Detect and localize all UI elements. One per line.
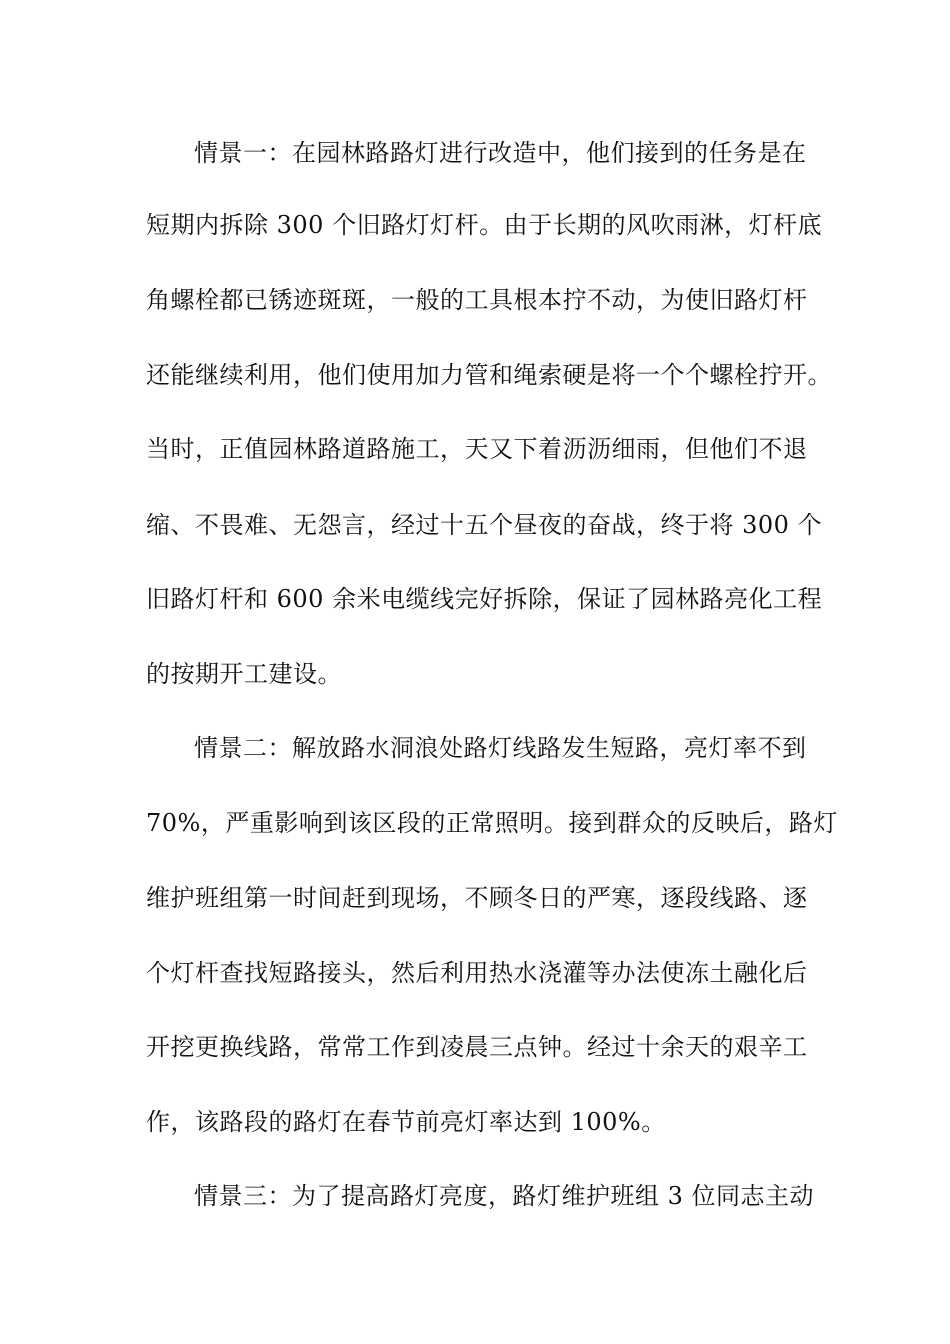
paragraph-1-line-7: 旧路灯杆和 600 余米电缆线完好拆除，保证了园林路亮化工程 (146, 585, 823, 613)
paragraph-1-line-6: 缩、不畏难、无怨言，经过十五个昼夜的奋战，终于将 300 个 (146, 511, 823, 539)
paragraph-3-line-1: 情景三：为了提高路灯亮度，路灯维护班组 3 位同志主动 (194, 1182, 815, 1210)
paragraph-2-line-6: 作，该路段的路灯在春节前亮灯率达到 100%。 (146, 1108, 666, 1136)
paragraph-2-line-1: 情景二：解放路水洞浪处路灯线路发生短路，亮灯率不到 (194, 734, 807, 762)
paragraph-1-line-8: 的按期开工建设。 (146, 660, 342, 688)
paragraph-1-line-2: 短期内拆除 300 个旧路灯灯杆。由于长期的风吹雨淋，灯杆底 (146, 211, 823, 239)
paragraph-1-line-1: 情景一：在园林路路灯进行改造中，他们接到的任务是在 (194, 139, 807, 167)
paragraph-2-line-2: 70%，严重影响到该区段的正常照明。接到群众的反映后，路灯 (146, 809, 838, 837)
paragraph-1-line-5: 当时，正值园林路道路施工，天又下着沥沥细雨，但他们不退 (146, 435, 808, 463)
paragraph-1-line-4: 还能继续利用，他们使用加力管和绳索硬是将一个个螺栓拧开。 (146, 361, 832, 389)
paragraph-2-line-3: 维护班组第一时间赶到现场，不顾冬日的严寒，逐段线路、逐 (146, 884, 808, 912)
paragraph-2-line-4: 个灯杆查找短路接头，然后利用热水浇灌等办法使冻土融化后 (146, 959, 808, 987)
paragraph-2-line-5: 开挖更换线路，常常工作到凌晨三点钟。经过十余天的艰辛工 (146, 1033, 808, 1061)
paragraph-1-line-3: 角螺栓都已锈迹斑斑，一般的工具根本拧不动，为使旧路灯杆 (146, 286, 808, 314)
